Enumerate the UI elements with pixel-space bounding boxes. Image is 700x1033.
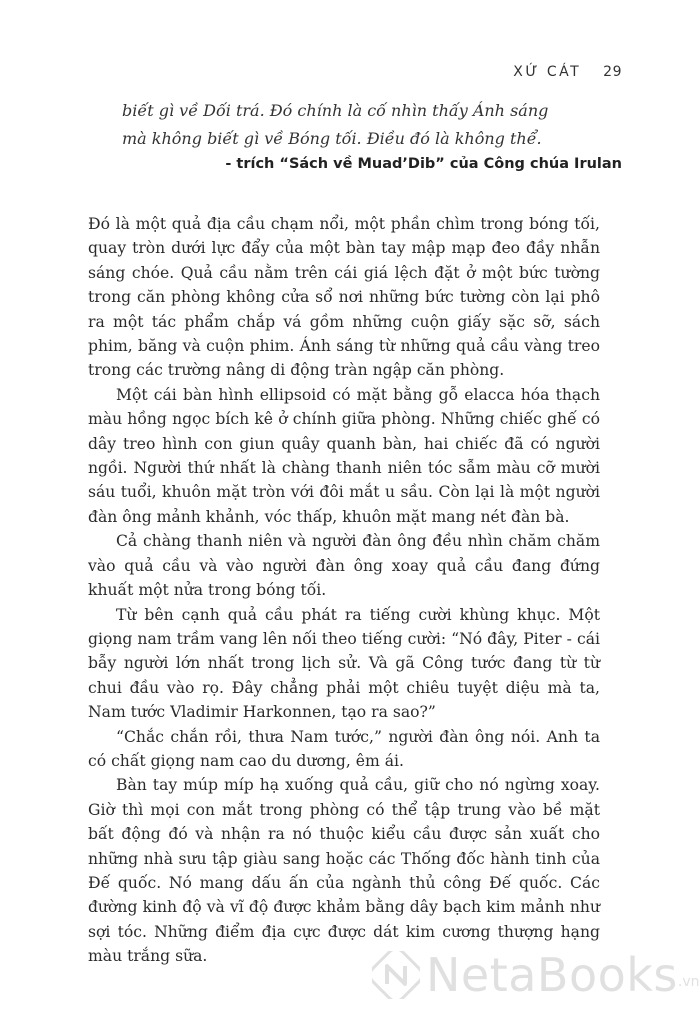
chapter-title: XỨ CÁT <box>513 64 582 80</box>
paragraph: Một cái bàn hình ellipsoid có mặt bằng gỗ elacca hóa thạch màu hồng ngọc bích kê ở chính giữa phòng. Những chiếc ghế có dây treo hình con giun quây quanh bàn, hai chiếc đã có người ngồi. Người thứ nhất là chàng thanh niên tóc sẫm màu cỡ mười sáu tuổi, khuôn mặt tròn với đôi mắt u sầu. Còn lại là một người đàn ông mảnh khảnh, vóc thấp, khuôn mặt mang nét đàn bà. <box>88 385 600 526</box>
running-head <box>513 64 622 80</box>
watermark-suffix: .vn <box>677 974 700 990</box>
paragraph: Đó là một quả địa cầu chạm nổi, một phần chìm trong bóng tối, quay tròn dưới lực đẩy của một bàn tay mập mạp đeo đầy nhẫn sáng chóe. Quả cầu nằm trên cái giá lệch đặt ở một bức tường trong căn phòng không cửa sổ nơi những bức tường còn lại phô ra một tác phẩm chắp vá gồm những cuộn giấy sặc sỡ, sách phim, băng và cuộn phim. Ánh sáng từ những quả cầu vàng treo trong các trường nâng di động tràn ngập căn phòng. <box>88 215 600 380</box>
epigraph-attribution: - trích “Sách về Muad’Dib” của Công chúa Irulan <box>225 156 622 172</box>
paragraph: “Chắc chắn rồi, thưa Nam tước,” người đàn ông nói. Anh ta có chất giọng nam cao du dương, êm ái. <box>88 727 600 770</box>
netabooks-logo-icon <box>372 951 420 999</box>
watermark <box>372 948 700 1002</box>
page-number: 29 <box>603 64 622 80</box>
watermark-brand: NetaBooks <box>426 948 678 1002</box>
paragraph: Bàn tay múp míp hạ xuống quả cầu, giữ cho nó ngừng xoay. Giờ thì mọi con mắt trong phòng có thể tập trung vào bề mặt bất động đó và nhận ra nó thuộc kiểu cầu được sản xuất cho những nhà sưu tập giàu sang hoặc các Thống đốc hành tinh của Đế quốc. Nó mang dấu ấn của ngành thủ công Đế quốc. Các đường kinh độ và vĩ độ được khảm bằng dây bạch kim mảnh như sợi tóc. Những điểm địa cực được dát kim cương thượng hạng màu trắng sữa. <box>88 776 600 966</box>
epigraph-text: biết gì về Dối trá. Đó chính là cố nhìn thấy Ánh sáng mà không biết gì về Bóng tối. Điều đó là không thể. <box>122 101 549 148</box>
paragraph: Cả chàng thanh niên và người đàn ông đều nhìn chăm chăm vào quả cầu và vào người đàn ông xoay quả cầu đang đứng khuất một nửa trong bóng tối. <box>88 532 600 600</box>
paragraph: Từ bên cạnh quả cầu phát ra tiếng cười khùng khục. Một giọng nam trầm vang lên nối theo tiếng cười: “Nó đây, Piter - cái bẫy người lớn nhất trong lịch sử. Và gã Công tước đang từ từ chui đầu vào rọ. Đây chẳng phải một chiêu tuyệt diệu mà ta, Nam tước Vladimir Harkonnen, tạo ra sao?” <box>88 605 600 722</box>
body-text <box>88 212 600 969</box>
